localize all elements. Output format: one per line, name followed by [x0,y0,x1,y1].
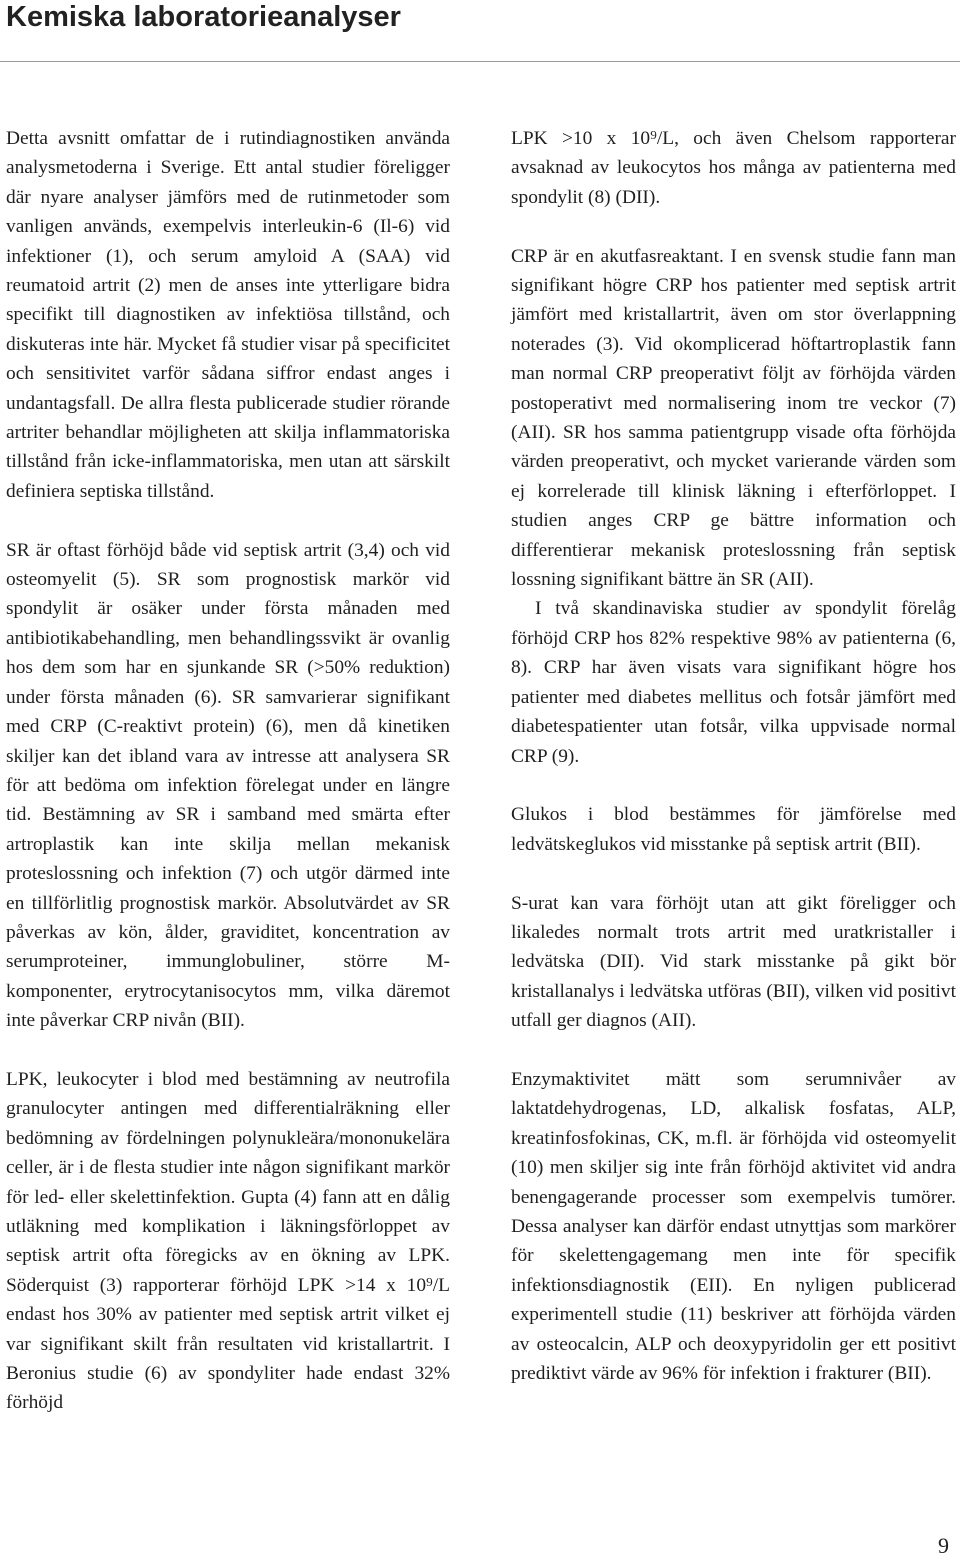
paragraph-lpk: LPK, leukocyter i blod med bestämning av neutrofila granulocyter antingen med differentialräkning eller bedömning av fördelningen polynukleära/mononukelära celler, är i de flesta studier inte någon signifikant markör för led- eller skelettinfektion. Gupta (4) fann att en dålig utläkning med komplikation i läkningsförloppet av septisk artrit ofta föregicks av en ökning av LPK. Söderquist (3) rapporterar förhöjd LPK >14 x 10⁹/L endast hos 30% av patienter med septisk artrit vilket ej var signifikant skilt från resultaten vid kristallartrit. I Beronius studie (6) av spondyliter hade endast 32% förhöjd [6,1068,450,1414]
paragraph-lpk-continued: LPK >10 x 10⁹/L, och även Chelsom rapporterar avsaknad av leukocytos hos många av patienterna med spondylit (8) (DII). [511,128,956,208]
page-title: Kemiska laboratorieanalyser [6,1,401,33]
header-divider [0,61,960,62]
paragraph-s-urat: S-urat kan vara förhöjt utan att gikt föreligger och likaledes normalt trots artrit med uratkristaller i ledvätska (DII). Vid stark misstanke på gikt bör kristallanalys i ledvätska utföras (BII), vilken vid positivt utfall ger diagnos (AII). [511,892,956,1032]
paragraph-enzymaktivitet: Enzymaktivitet mätt som serumnivåer av laktatdehydrogenas, LD, alkalisk fosfatas, ALP, kreatinfosfokinas, CK, m.fl. är förhöjda vid osteomyelit (10) men skiljer sig inte från förhöjd aktivitet vid andra benengagerande processer som exempelvis tumörer. Dessa analyser kan därför endast utnyttjas som markörer för skelettengagemang men inte för specifik infektionsdiagnostik (EII). En nyligen publicerad experimentell studie (11) beskriver att förhöjda värden av osteocalcin, ALP och deoxypyridolin ger ett positivt prediktivt värde av 96% för infektion i frakturer (BII). [511,1068,956,1384]
paragraph-sr: SR är oftast förhöjd både vid septisk artrit (3,4) och vid osteomyelit (5). SR som prognostisk markör vid spondylit är osäker under första månaden med antibiotikabehandling, men behandlingssvikt är ovanlig hos dem som har en sjunkande SR (>50% reduktion) under första månaden (6). SR samvarierar signifikant med CRP (C-reaktivt protein) (6), men då kinetiken skiljer kan det ibland vara av intresse att analysera SR för att bedöma om infektion förelegat under en längre tid. Bestämning av SR i samband med smärta efter artroplastik kan inte skilja mellan mekanisk proteslossning och infektion (7) och utgör därmed inte en tillförlitlig prognostisk markör. Absolutvärdet av SR påverkas av kön, ålder, graviditet, koncentration av serumproteiner, immunglobuliner, större M-komponenter, erytrocytanisocytos mm, vilka däremot inte påverkar CRP nivån (BII). [6,539,450,1032]
left-column [6,124,450,1418]
page-header [0,0,960,62]
paragraph-crp: CRP är en akutfasreaktant. I en svensk studie fann man signifikant högre CRP hos patienter med septisk artrit jämfört med kristallartrit, även om stor överlappning noterades (3). Vid okomplicerad höftartroplastik fann man normal CRP preoperativt följt av förhöjda värden postoperativt med normalisering inom tre veckor (7) (AII). SR hos samma patientgrupp visade ofta förhöjda värden preoperativt, och mycket varierande värden som ej korrelerade till klinisk läkning i efterförloppet. I studien anges CRP ge bättre information och differentierar mekanisk proteslossning från septisk lossning signifikant bättre än SR (AII). [511,245,956,591]
page-number: 9 [938,1533,949,1558]
right-column [511,124,956,1388]
paragraph-crp-spondylit: I två skandinaviska studier av spondylit förelåg förhöjd CRP hos 82% respektive 98% av patienterna (6, 8). CRP har även visats vara signifikant högre hos patienter med diabetes mellitus och fotsår jämfört med diabetespatienter utan fotsår, vilka uppvisade normal CRP (9). [511,598,956,767]
paragraph-glukos: Glukos i blod bestämmes för jämförelse med ledvätskeglukos vid misstanke på septisk artrit (BII). [511,804,956,855]
paragraph-intro: Detta avsnitt omfattar de i rutindiagnostiken använda analysmetoderna i Sverige. Ett antal studier föreligger där nyare analyser jämförs med de rutinmetoder som vanligen används, exempelvis interleukin-6 (Il-6) vid infektioner (1), och serum amyloid A (SAA) vid reumatoid artrit (2) men de anses inte ytterligare bidra specifikt till diagnostiken av infektiösa tillstånd, och diskuteras inte här. Mycket få studier visar på specificitet och sensitivitet varför sådana siffror endast anges i undantagsfall. De allra flesta publicerade studier rörande artriter behandlar möjligheten att skilja inflammatoriska tillstånd från icke-inflammatoriska, men utan att särskilt definiera septiska tillstånd. [6,128,450,502]
